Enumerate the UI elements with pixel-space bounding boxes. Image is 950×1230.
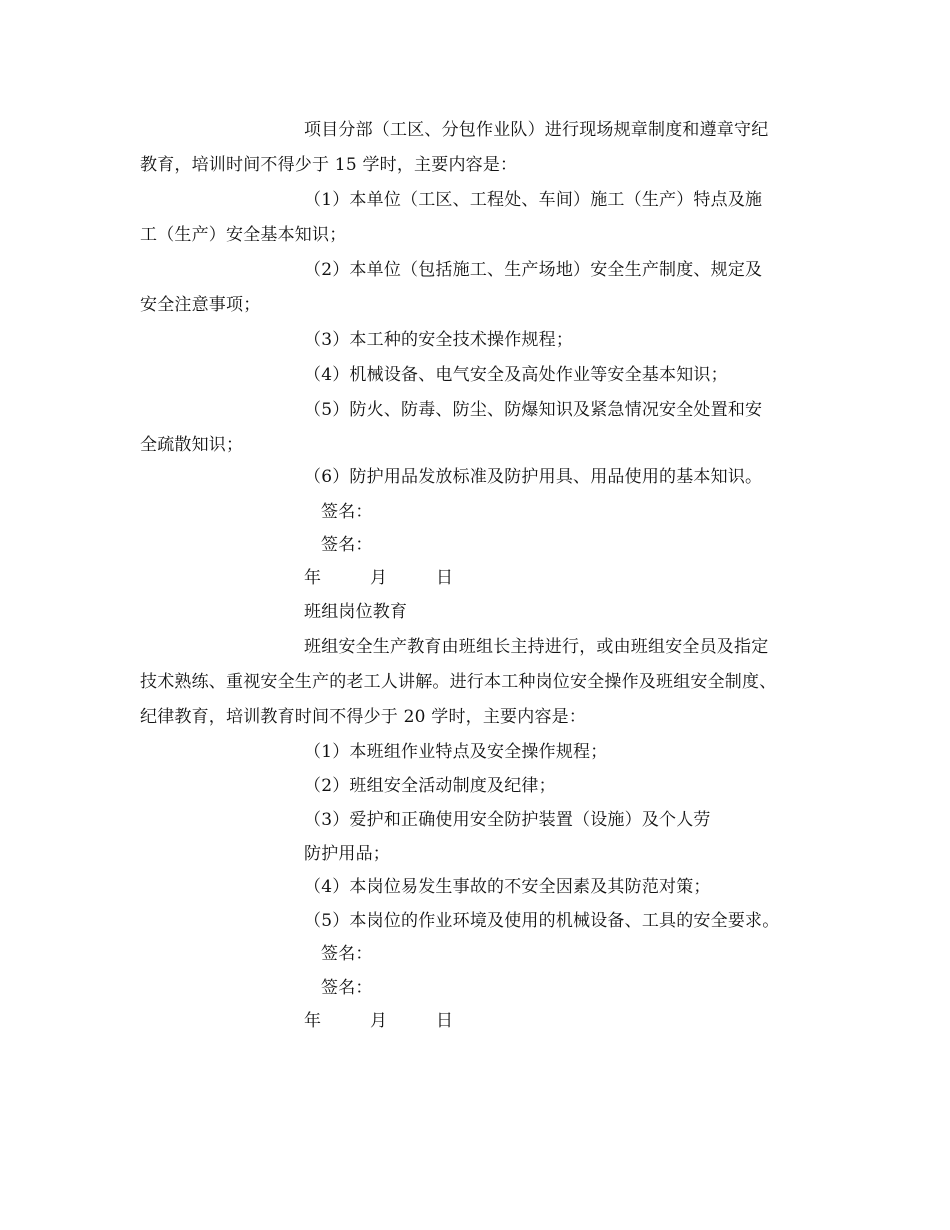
s2-signature-1: 签名： [321, 944, 373, 964]
s1-item5-line1: （5）防火、防毒、防尘、防爆知识及紧急情况安全处置和安 [304, 400, 763, 420]
s2-date-day: 日 [436, 1011, 454, 1031]
s1-intro-line2: 教育，培训时间不得少于 15 学时，主要内容是： [140, 155, 518, 175]
s1-signature-2: 签名： [321, 535, 373, 555]
s1-item6: （6）防护用品发放标准及防护用具、用品使用的基本知识。 [304, 467, 763, 487]
s2-intro-line2: 技术熟练、重视安全生产的老工人讲解。进行本工种岗位安全操作及班组安全制度、 [140, 672, 777, 692]
s2-intro-line1: 班组安全生产教育由班组长主持进行，或由班组安全员及指定 [304, 637, 769, 657]
s1-item3: （3）本工种的安全技术操作规程； [304, 330, 574, 350]
s1-intro-line1: 项目分部（工区、分包作业队）进行现场规章制度和遵章守纪 [304, 120, 769, 140]
s2-item2: （2）班组安全活动制度及纪律； [304, 776, 556, 796]
s1-date-year: 年 [304, 568, 322, 588]
s2-item1: （1）本班组作业特点及安全操作规程； [304, 742, 608, 762]
s1-item4: （4）机械设备、电气安全及高处作业等安全基本知识； [304, 365, 728, 385]
s2-signature-2: 签名： [321, 978, 373, 998]
s1-item2-line1: （2）本单位（包括施工、生产场地）安全生产制度、规定及 [304, 260, 763, 280]
s1-item1-line1: （1）本单位（工区、工程处、车间）施工（生产）特点及施 [304, 190, 763, 210]
s2-item3-line1: （3）爱护和正确使用安全防护装置（设施）及个人劳 [304, 810, 711, 830]
s2-item4: （4）本岗位易发生事故的不安全因素及其防范对策； [304, 877, 711, 897]
s2-date-year: 年 [304, 1011, 322, 1031]
s2-intro-line3: 纪律教育，培训教育时间不得少于 20 学时，主要内容是： [140, 707, 587, 727]
s1-date-month: 月 [370, 568, 388, 588]
s2-date [304, 1010, 453, 1032]
s2-date-month: 月 [370, 1011, 388, 1031]
s1-item2-line2: 安全注意事项； [140, 295, 261, 315]
s1-date [304, 567, 453, 589]
s2-item5: （5）本岗位的作业环境及使用的机械设备、工具的安全要求。 [304, 911, 780, 931]
s2-heading: 班组岗位教育 [304, 602, 408, 622]
s1-date-day: 日 [436, 568, 454, 588]
s2-item3-line2: 防护用品； [304, 844, 390, 864]
s1-item5-line2: 全疏散知识； [140, 435, 244, 455]
s1-item1-line2: 工（生产）安全基本知识； [140, 225, 347, 245]
s1-signature-1: 签名： [321, 502, 373, 522]
